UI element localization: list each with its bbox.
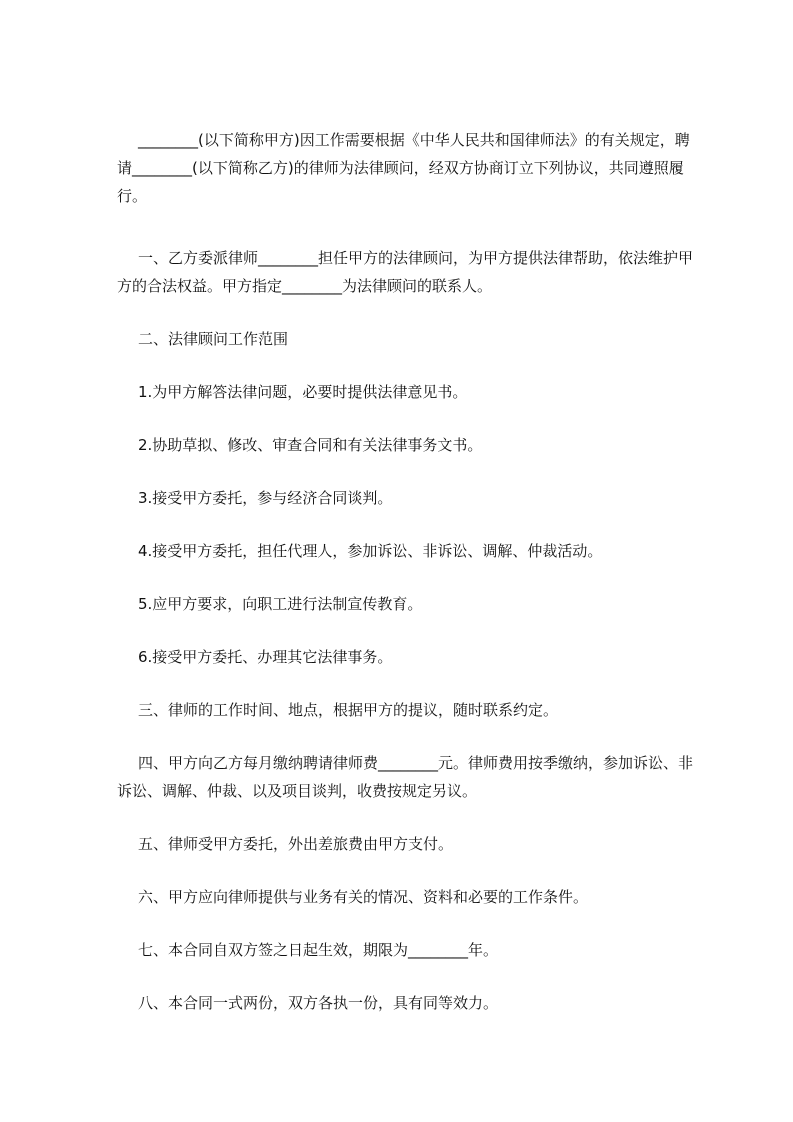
clause-4-paragraph: 四、甲方向乙方每月缴纳聘请律师费________元。律师费用按季缴纳，参加诉讼、非诉讼、调解、仲裁、以及项目谈判，收费按规定另议。: [117, 754, 694, 800]
clause-7-paragraph: 七、本合同自双方签之日起生效，期限为________年。: [138, 941, 499, 959]
intro-paragraph: ________(以下简称甲方)因工作需要根据《中华人民共和国律师法》的有关规定，聘请________(以下简称乙方)的律师为法律顾问，经双方协商订立下列协议，共同遵照履行。: [117, 131, 690, 205]
scope-item-3: 3.接受甲方委托，参与经济合同谈判。: [138, 489, 393, 507]
clause-6-paragraph: 六、甲方应向律师提供与业务有关的情况、资料和必要的工作条件。: [138, 888, 589, 906]
clause-8-paragraph: 八、本合同一式两份，双方各执一份，具有同等效力。: [138, 994, 499, 1012]
clause-5-paragraph: 五、律师受甲方委托，外出差旅费由甲方支付。: [138, 835, 454, 853]
scope-item-5: 5.应甲方要求，向职工进行法制宣传教育。: [138, 595, 423, 613]
clause-2-heading: 二、法律顾问工作范围: [138, 330, 289, 348]
scope-item-4: 4.接受甲方委托，担任代理人，参加诉讼、非诉讼、调解、仲裁活动。: [138, 542, 603, 560]
clause-1-paragraph: 一、乙方委派律师________担任甲方的法律顾问，为甲方提供法律帮助，依法维护甲方的合法权益。甲方指定________为法律顾问的联系人。: [117, 249, 694, 295]
scope-item-1: 1.为甲方解答法律问题，必要时提供法律意见书。: [138, 383, 468, 401]
scope-item-2: 2.协助草拟、修改、审查合同和有关法律事务文书。: [138, 436, 483, 454]
document-body: [117, 126, 697, 1042]
scope-item-6: 6.接受甲方委托、办理其它法律事务。: [138, 648, 393, 666]
clause-3-paragraph: 三、律师的工作时间、地点，根据甲方的提议，随时联系约定。: [138, 701, 559, 719]
